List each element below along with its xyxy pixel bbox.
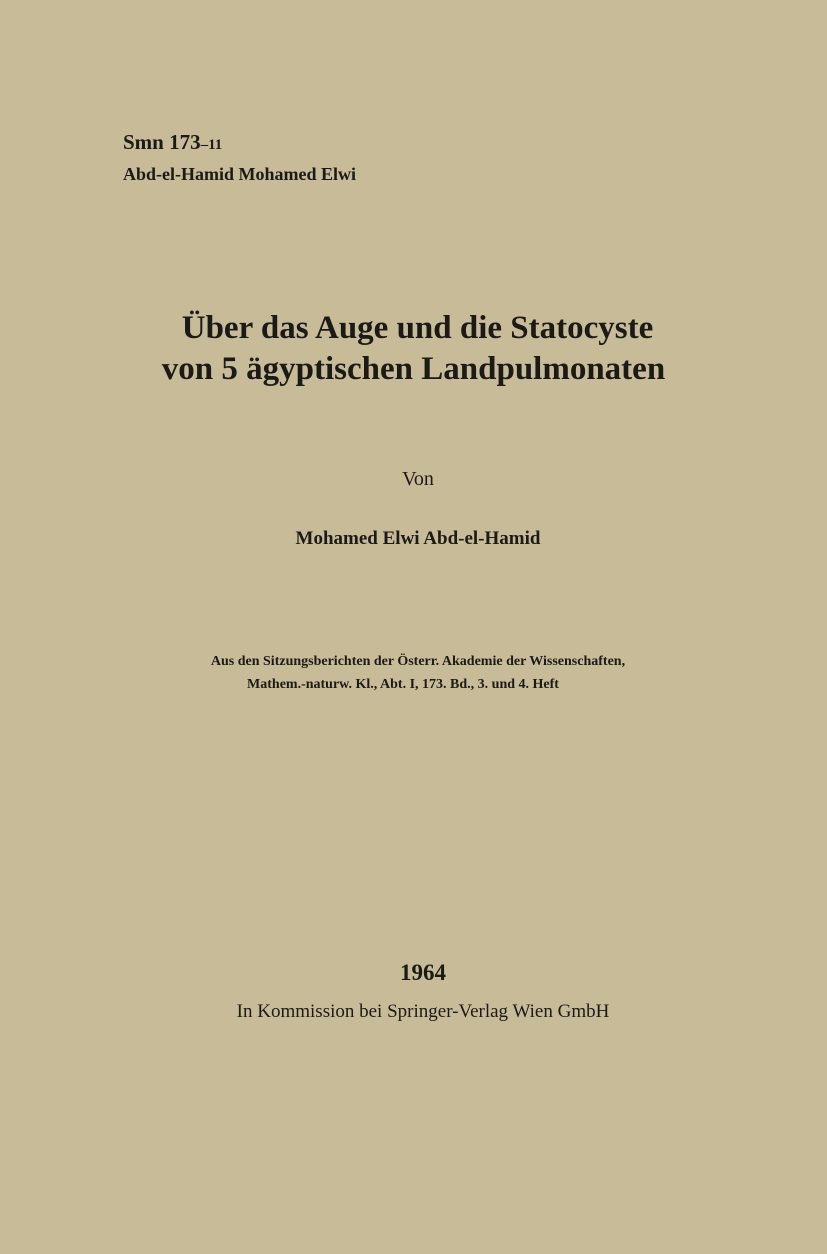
series-number: –11 [200, 137, 223, 153]
series-code [123, 128, 222, 159]
source-line-1: Aus den Sitzungsberichten der Österr. Akademie der Wissenschaften, [210, 654, 626, 669]
title-line-2: von 5 ägyptischen Landpulmonaten [161, 351, 666, 387]
publication-year: 1964 [400, 960, 446, 985]
author-name: Mohamed Elwi Abd-el-Hamid [295, 528, 541, 549]
header-author: Abd-el-Hamid Mohamed Elwi [123, 164, 357, 184]
by-label: Von [402, 468, 434, 490]
title-line-1: Über das Auge und die Statocyste [181, 310, 654, 346]
source-line-2: Mathem.-naturw. Kl., Abt. I, 173. Bd., 3. und 4. Heft [247, 677, 559, 692]
publisher-line: In Kommission bei Springer-Verlag Wien GmbH [236, 1001, 610, 1022]
series-code-main: Smn 173 [123, 130, 201, 154]
